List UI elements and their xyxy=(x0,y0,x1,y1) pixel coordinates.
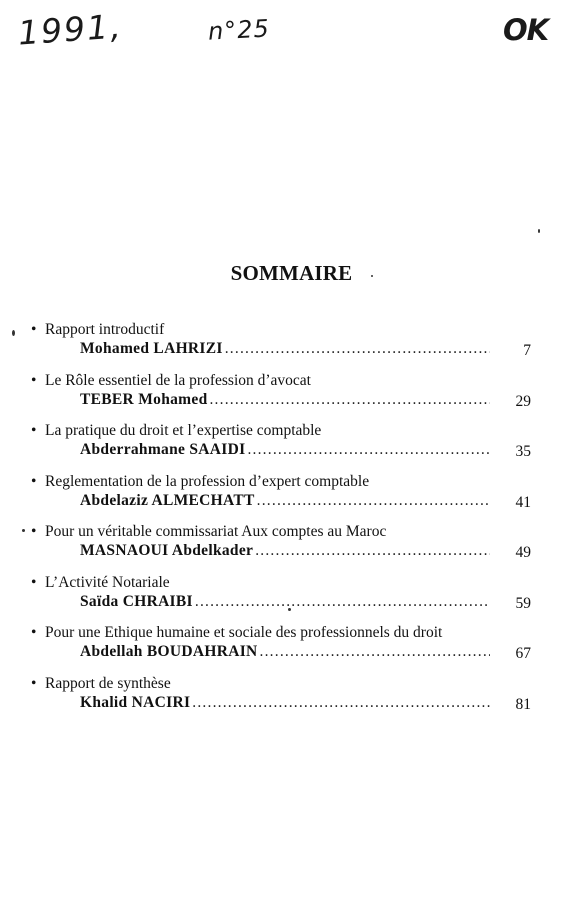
entry-author-line xyxy=(80,441,490,459)
entry-title xyxy=(31,523,386,541)
dot-leader xyxy=(192,694,490,712)
handwritten-issue-number: n°25 xyxy=(207,14,271,46)
entry-author-line xyxy=(80,593,490,611)
bullet-icon: • xyxy=(31,422,37,439)
entry-title-text: Rapport de synthèse xyxy=(45,674,171,692)
dot-leader xyxy=(257,492,490,510)
entry-page-number: 7 xyxy=(523,342,531,359)
dot-leader xyxy=(260,643,490,661)
handwritten-year: 1991, xyxy=(16,6,124,53)
dot-leader xyxy=(255,542,490,560)
entry-author: Khalid NACIRI xyxy=(80,693,191,711)
entry-page-number: 81 xyxy=(515,695,531,713)
entry-author-line xyxy=(80,492,490,510)
entry-page-number: 29 xyxy=(515,392,531,410)
table-of-contents xyxy=(0,321,568,725)
entry-title-text: Reglementation de la profession d’expert comptable xyxy=(45,472,370,490)
entry-title xyxy=(31,473,369,491)
entry-title xyxy=(31,321,164,339)
entry-title xyxy=(31,422,321,440)
dot-leader xyxy=(195,593,490,611)
entry-author: TEBER Mohamed xyxy=(80,390,208,408)
entry-title-text: Le Rôle essentiel de la profession d’avocat xyxy=(45,371,311,389)
entry-page-number: 67 xyxy=(515,645,531,662)
entry-title xyxy=(31,574,170,592)
entry-author: Saïda CHRAIBI xyxy=(80,592,193,610)
entry-title-text: Pour un véritable commissariat Aux comptes au Maroc xyxy=(45,523,387,540)
entry-author: Mohamed LAHRIZI xyxy=(80,340,223,357)
dot-leader xyxy=(247,441,490,459)
entry-page-number: 41 xyxy=(515,493,531,511)
bullet-icon: • xyxy=(31,472,37,490)
entry-title xyxy=(31,372,311,390)
entry-title-text: L’Activité Notariale xyxy=(45,573,170,591)
entry-author-line xyxy=(80,643,490,661)
entry-title xyxy=(31,624,442,642)
toc-entry xyxy=(0,574,568,625)
toc-entry xyxy=(0,523,568,574)
entry-title-text: La pratique du droit et l’expertise comptable xyxy=(45,422,322,439)
entry-author-line xyxy=(80,542,490,560)
entry-author-line xyxy=(80,340,490,358)
bullet-icon: • xyxy=(31,371,37,389)
dot-leader xyxy=(225,340,490,358)
entry-author: MASNAOUI Abdelkader xyxy=(80,542,254,559)
bullet-icon: • xyxy=(31,573,37,591)
entry-author: Abderrahmane SAAIDI xyxy=(80,441,246,458)
page-title: SOMMAIRE xyxy=(230,261,353,285)
toc-entry xyxy=(0,675,568,726)
entry-title-text: Rapport introductif xyxy=(45,321,165,338)
toc-entry xyxy=(0,372,568,423)
toc-entry xyxy=(0,422,568,473)
bullet-icon: • xyxy=(31,523,37,540)
dot-leader xyxy=(209,391,490,409)
bullet-icon: • xyxy=(31,624,37,641)
scan-speck xyxy=(538,229,540,233)
toc-entry xyxy=(0,321,568,372)
entry-page-number: 35 xyxy=(515,443,531,460)
entry-title xyxy=(31,675,171,693)
toc-entry xyxy=(0,624,568,675)
bullet-icon: • xyxy=(31,674,37,692)
entry-page-number: 59 xyxy=(515,594,531,612)
entry-title-text: Pour une Ethique humaine et sociale des professionnels du droit xyxy=(45,624,443,641)
entry-author-line xyxy=(80,391,490,409)
entry-author: Abdelaziz ALMECHATT xyxy=(80,491,255,509)
entry-page-number: 49 xyxy=(515,544,531,561)
toc-entry xyxy=(0,473,568,524)
handwritten-ok-mark: OK xyxy=(503,13,549,47)
bullet-icon: • xyxy=(31,321,37,338)
entry-author-line xyxy=(80,694,490,712)
entry-author: Abdellah BOUDAHRAIN xyxy=(80,643,258,660)
